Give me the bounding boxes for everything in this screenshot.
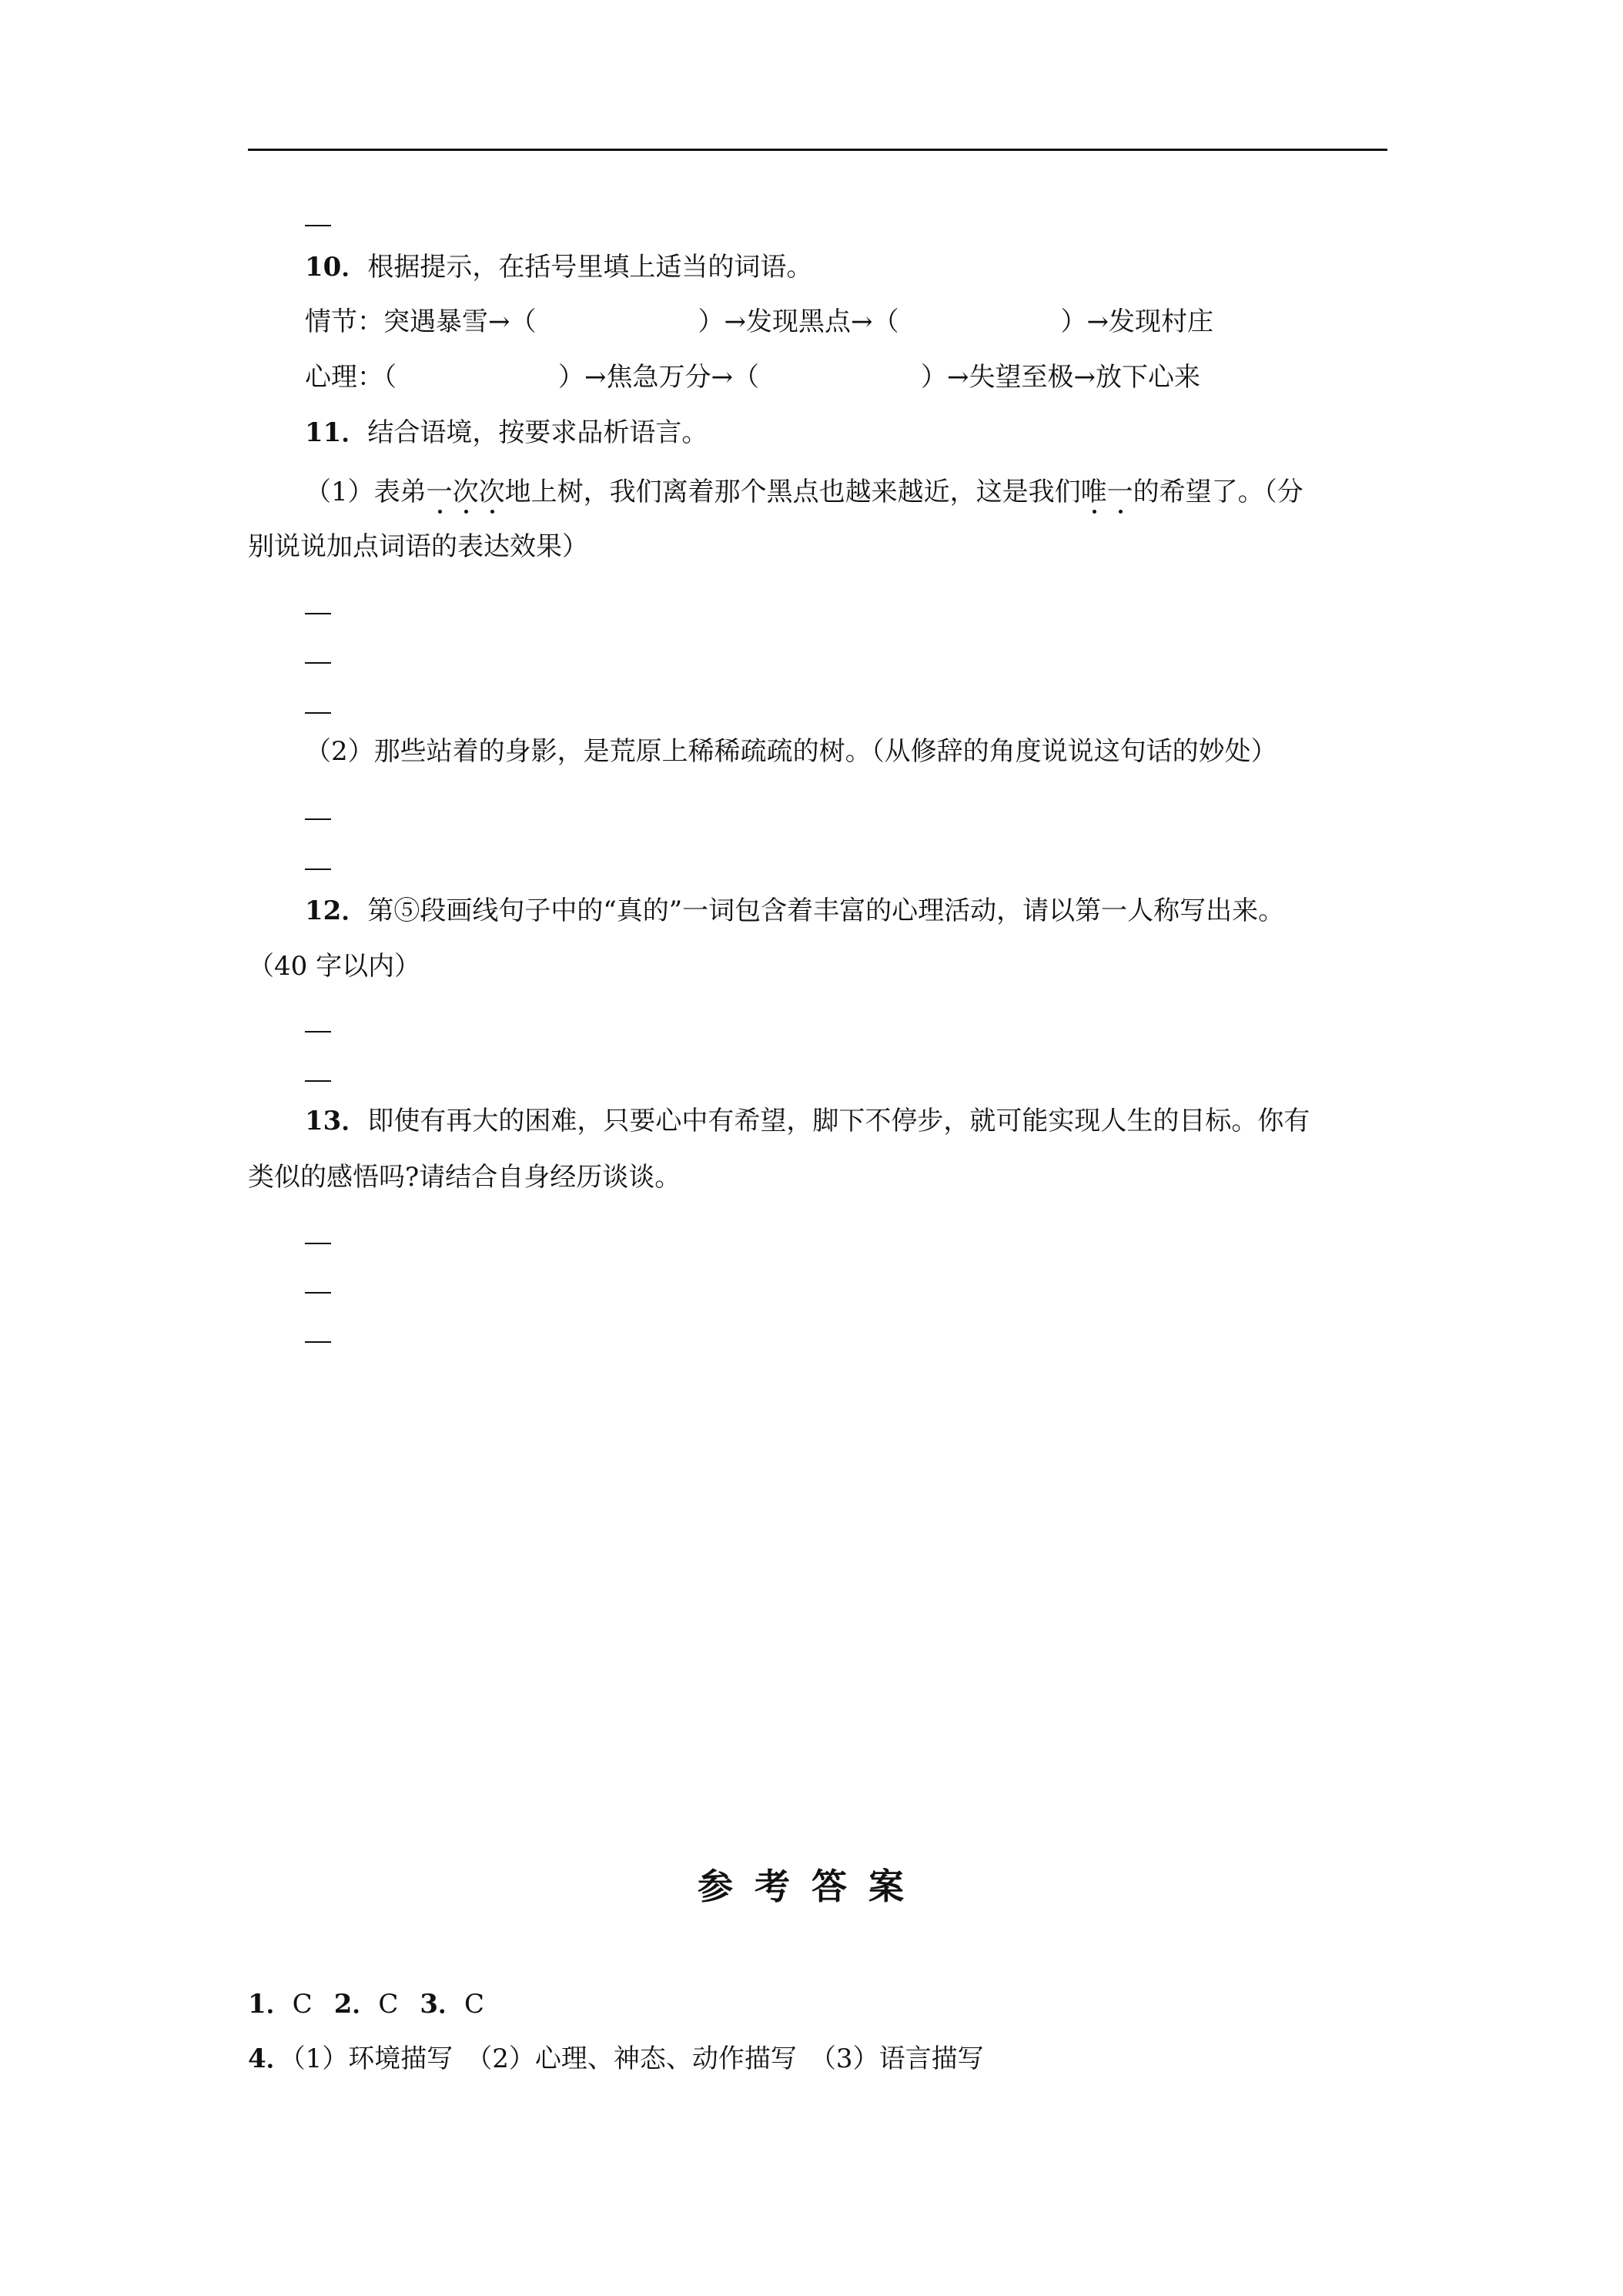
question-number: 11． (305, 417, 368, 448)
answer-line (305, 869, 331, 870)
emphasis-char: 一 (426, 477, 453, 507)
answer-value: C (292, 1989, 313, 2020)
question-number: 12． (305, 895, 368, 926)
answer-line (305, 818, 331, 820)
emphasis-char: 唯 (1080, 477, 1107, 507)
answer-line (305, 613, 331, 614)
mind-label: 心理： (305, 362, 383, 393)
answer-line (305, 1243, 331, 1244)
question-13-cont (248, 1162, 681, 1193)
answer-value: C (464, 1989, 485, 2020)
question-text: 第⑤段画线句子中的“真的”一词包含着丰富的心理活动，请以第一人称写出来。 (367, 895, 1285, 926)
answer-line (305, 1341, 331, 1343)
sentence-text: 的希望了。（分 (1133, 477, 1303, 507)
question-text: 根据提示，在括号里填上适当的词语。 (367, 252, 813, 283)
header-rule (248, 149, 1387, 151)
answer-line (305, 712, 331, 714)
emphasis-char: 次 (478, 477, 505, 507)
answer-number: 4． (248, 2043, 293, 2074)
emphasis-char: 次 (452, 477, 479, 507)
question-text: 结合语境，按要求品析语言。 (367, 417, 708, 448)
answer-line (305, 225, 331, 226)
answer-value: C (378, 1989, 399, 2020)
question-11 (305, 417, 708, 448)
question-text: （40 字以内） (248, 951, 421, 982)
answer-line (305, 1292, 331, 1294)
mind-segment: （ (383, 362, 397, 393)
sentence-text: 地上树，我们离着那个黑点也越来越近，这是我们 (504, 477, 1081, 507)
question-11-part-1-cont (248, 531, 588, 562)
question-number: 13． (305, 1106, 368, 1136)
mind-row (305, 362, 1200, 393)
answer-number: 2． (333, 1989, 379, 2020)
question-text: 类似的感悟吗?请结合自身经历谈谈。 (248, 1162, 681, 1193)
answers-title: 参考答案 (698, 1866, 925, 1907)
question-number: 10． (305, 252, 368, 283)
sentence-text: 别说说加点词语的表达效果） (248, 531, 588, 562)
plot-segment: ）→发现村庄 (1060, 306, 1213, 337)
mind-segment: ）→失望至极→放下心来 (920, 362, 1200, 393)
sentence-text: （2）那些站着的身影，是荒原上稀稀疏疏的树。（从修辞的角度说说这句话的妙处） (305, 736, 1277, 767)
answer-value: （1）环境描写 （2）心理、神态、动作描写 （3）语言描写 (292, 2043, 984, 2074)
sentence-text: （1）表弟 (305, 477, 427, 507)
mind-segment: ）→焦急万分→（ (558, 362, 759, 393)
question-text: 即使有再大的困难，只要心中有希望，脚下不停步，就可能实现人生的目标。你有 (367, 1106, 1310, 1136)
answer-line (305, 1080, 331, 1082)
plot-row (305, 306, 1213, 337)
emphasis-char: 一 (1106, 477, 1133, 507)
plot-segment: ）→发现黑点→（ (698, 306, 899, 337)
plot-segment: 突遇暴雪→（ (383, 306, 537, 337)
answer-line (305, 1031, 331, 1033)
plot-label: 情节： (305, 306, 383, 337)
question-13 (305, 1106, 1310, 1136)
question-12 (305, 895, 1284, 926)
answer-row-1-3 (248, 1989, 484, 2020)
question-11-part-1 (305, 477, 1303, 507)
question-12-cont (248, 951, 420, 982)
answer-row-4 (248, 2043, 984, 2074)
question-11-part-2 (305, 736, 1277, 767)
answer-number: 3． (420, 1989, 465, 2020)
answer-line (305, 662, 331, 664)
question-10 (305, 252, 812, 283)
answer-number: 1． (248, 1989, 293, 2020)
